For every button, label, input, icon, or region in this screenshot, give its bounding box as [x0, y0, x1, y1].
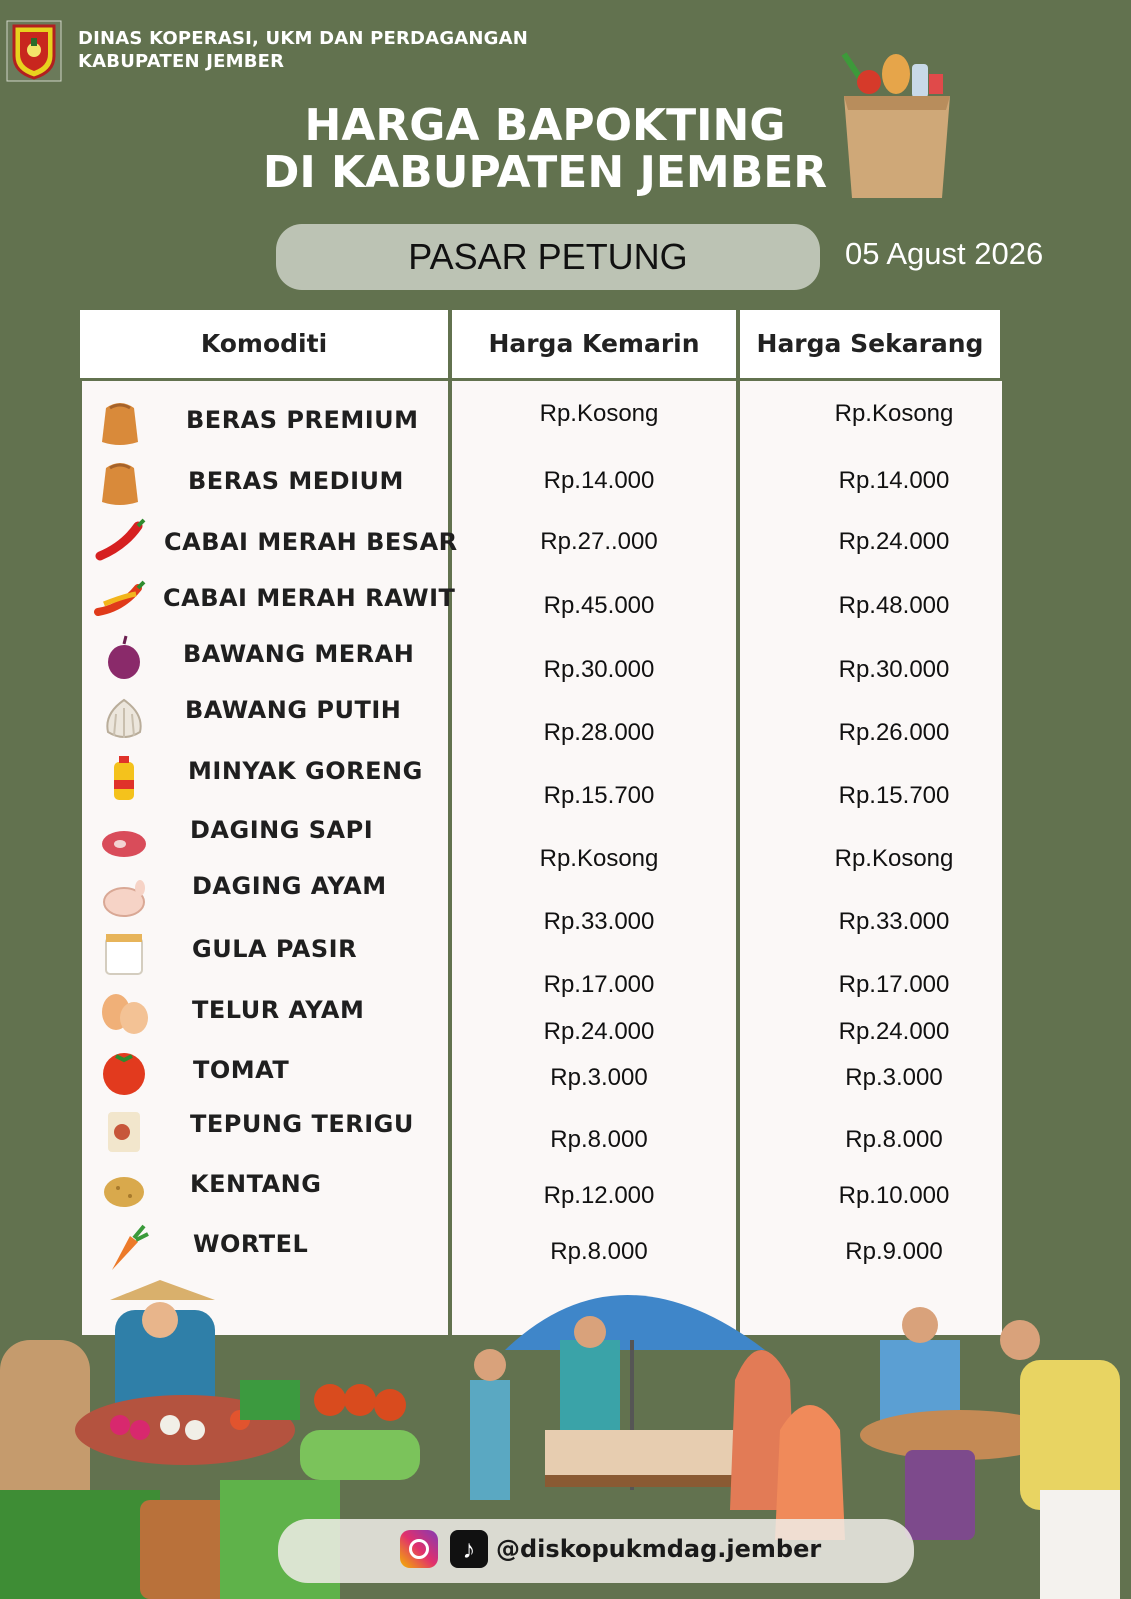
- tomato-icon: [100, 1048, 152, 1105]
- yesterday-price: Rp.24.000: [543, 1018, 655, 1045]
- today-price: Rp.48.000: [838, 592, 950, 619]
- commodity-name: TELUR AYAM: [192, 996, 365, 1024]
- shallot-icon: [100, 634, 152, 691]
- rice-sack-icon: [100, 398, 152, 455]
- column-header-yesterday: Harga Kemarin: [452, 310, 736, 378]
- yesterday-price: Rp.27..000: [540, 528, 658, 555]
- organization-line-2: KABUPATEN JEMBER: [78, 51, 285, 72]
- instagram-icon[interactable]: [400, 1530, 438, 1568]
- today-price: Rp.14.000: [838, 467, 950, 494]
- commodity-name: TOMAT: [193, 1056, 290, 1084]
- report-date: 05 Agust 2026: [845, 236, 1044, 271]
- grocery-bag-icon: [834, 44, 964, 204]
- cooking-oil-icon: [100, 754, 152, 811]
- yesterday-price: Rp.Kosong: [539, 400, 659, 427]
- jember-regency-logo: [6, 20, 62, 82]
- bird-chili-icon: [94, 574, 146, 631]
- commodity-name: MINYAK GORENG: [188, 757, 423, 785]
- title-line-1: HARGA BAPOKTING: [304, 100, 786, 151]
- yesterday-price: Rp.28.000: [543, 719, 655, 746]
- today-price: Rp.3.000: [845, 1064, 943, 1091]
- beef-icon: [100, 818, 152, 875]
- column-header-today: Harga Sekarang: [740, 310, 1000, 378]
- commodity-name: DAGING AYAM: [192, 872, 387, 900]
- commodity-name: BERAS MEDIUM: [188, 467, 404, 495]
- yesterday-price: Rp.15.700: [543, 782, 655, 809]
- sugar-icon: [100, 930, 152, 987]
- market-name: PASAR PETUNG: [276, 224, 820, 290]
- yesterday-price: Rp.8.000: [550, 1126, 648, 1153]
- commodity-name: KENTANG: [190, 1170, 322, 1198]
- commodity-name: BAWANG MERAH: [183, 640, 415, 668]
- yesterday-price: Rp.33.000: [543, 908, 655, 935]
- commodity-name: GULA PASIR: [192, 935, 358, 963]
- commodity-name: CABAI MERAH RAWIT: [163, 584, 456, 612]
- flour-icon: [100, 1106, 152, 1163]
- carrot-icon: [100, 1222, 152, 1279]
- yesterday-price: Rp.45.000: [543, 592, 655, 619]
- chicken-icon: [100, 874, 152, 931]
- today-price: Rp.26.000: [838, 719, 950, 746]
- yesterday-price: Rp.30.000: [543, 656, 655, 683]
- today-price: Rp.Kosong: [834, 845, 954, 872]
- commodity-name: TEPUNG TERIGU: [190, 1110, 414, 1138]
- today-price: Rp.10.000: [838, 1182, 950, 1209]
- today-price: Rp.9.000: [845, 1238, 943, 1265]
- red-chili-icon: [94, 516, 146, 573]
- yesterday-price: Rp.17.000: [543, 971, 655, 998]
- commodity-name: BAWANG PUTIH: [185, 696, 402, 724]
- yesterday-price: Rp.Kosong: [539, 845, 659, 872]
- today-price: Rp.17.000: [838, 971, 950, 998]
- potato-icon: [100, 1166, 152, 1223]
- today-price: Rp.24.000: [838, 528, 950, 555]
- commodity-name: BERAS PREMIUM: [186, 406, 419, 434]
- commodity-name: CABAI MERAH BESAR: [164, 528, 458, 556]
- social-handle[interactable]: @diskopukmdag.jember: [496, 1535, 822, 1563]
- title-line-2: DI KABUPATEN JEMBER: [262, 147, 828, 198]
- rice-sack-icon: [100, 458, 152, 515]
- commodity-name: DAGING SAPI: [190, 816, 374, 844]
- yesterday-price: Rp.14.000: [543, 467, 655, 494]
- today-price: Rp.8.000: [845, 1126, 943, 1153]
- yesterday-price: Rp.3.000: [550, 1064, 648, 1091]
- yesterday-price: Rp.8.000: [550, 1238, 648, 1265]
- today-price: Rp.Kosong: [834, 400, 954, 427]
- organization-line-1: DINAS KOPERASI, UKM DAN PERDAGANGAN: [78, 28, 529, 49]
- today-price: Rp.30.000: [838, 656, 950, 683]
- eggs-icon: [100, 988, 152, 1045]
- column-header-commodity: Komoditi: [80, 310, 448, 378]
- today-price: Rp.33.000: [838, 908, 950, 935]
- organization-name: [78, 27, 528, 73]
- today-price: Rp.15.700: [838, 782, 950, 809]
- today-price: Rp.24.000: [838, 1018, 950, 1045]
- page-title: [180, 102, 910, 196]
- garlic-icon: [100, 694, 152, 751]
- tiktok-icon[interactable]: ♪: [450, 1530, 488, 1568]
- commodity-name: WORTEL: [193, 1230, 309, 1258]
- yesterday-price: Rp.12.000: [543, 1182, 655, 1209]
